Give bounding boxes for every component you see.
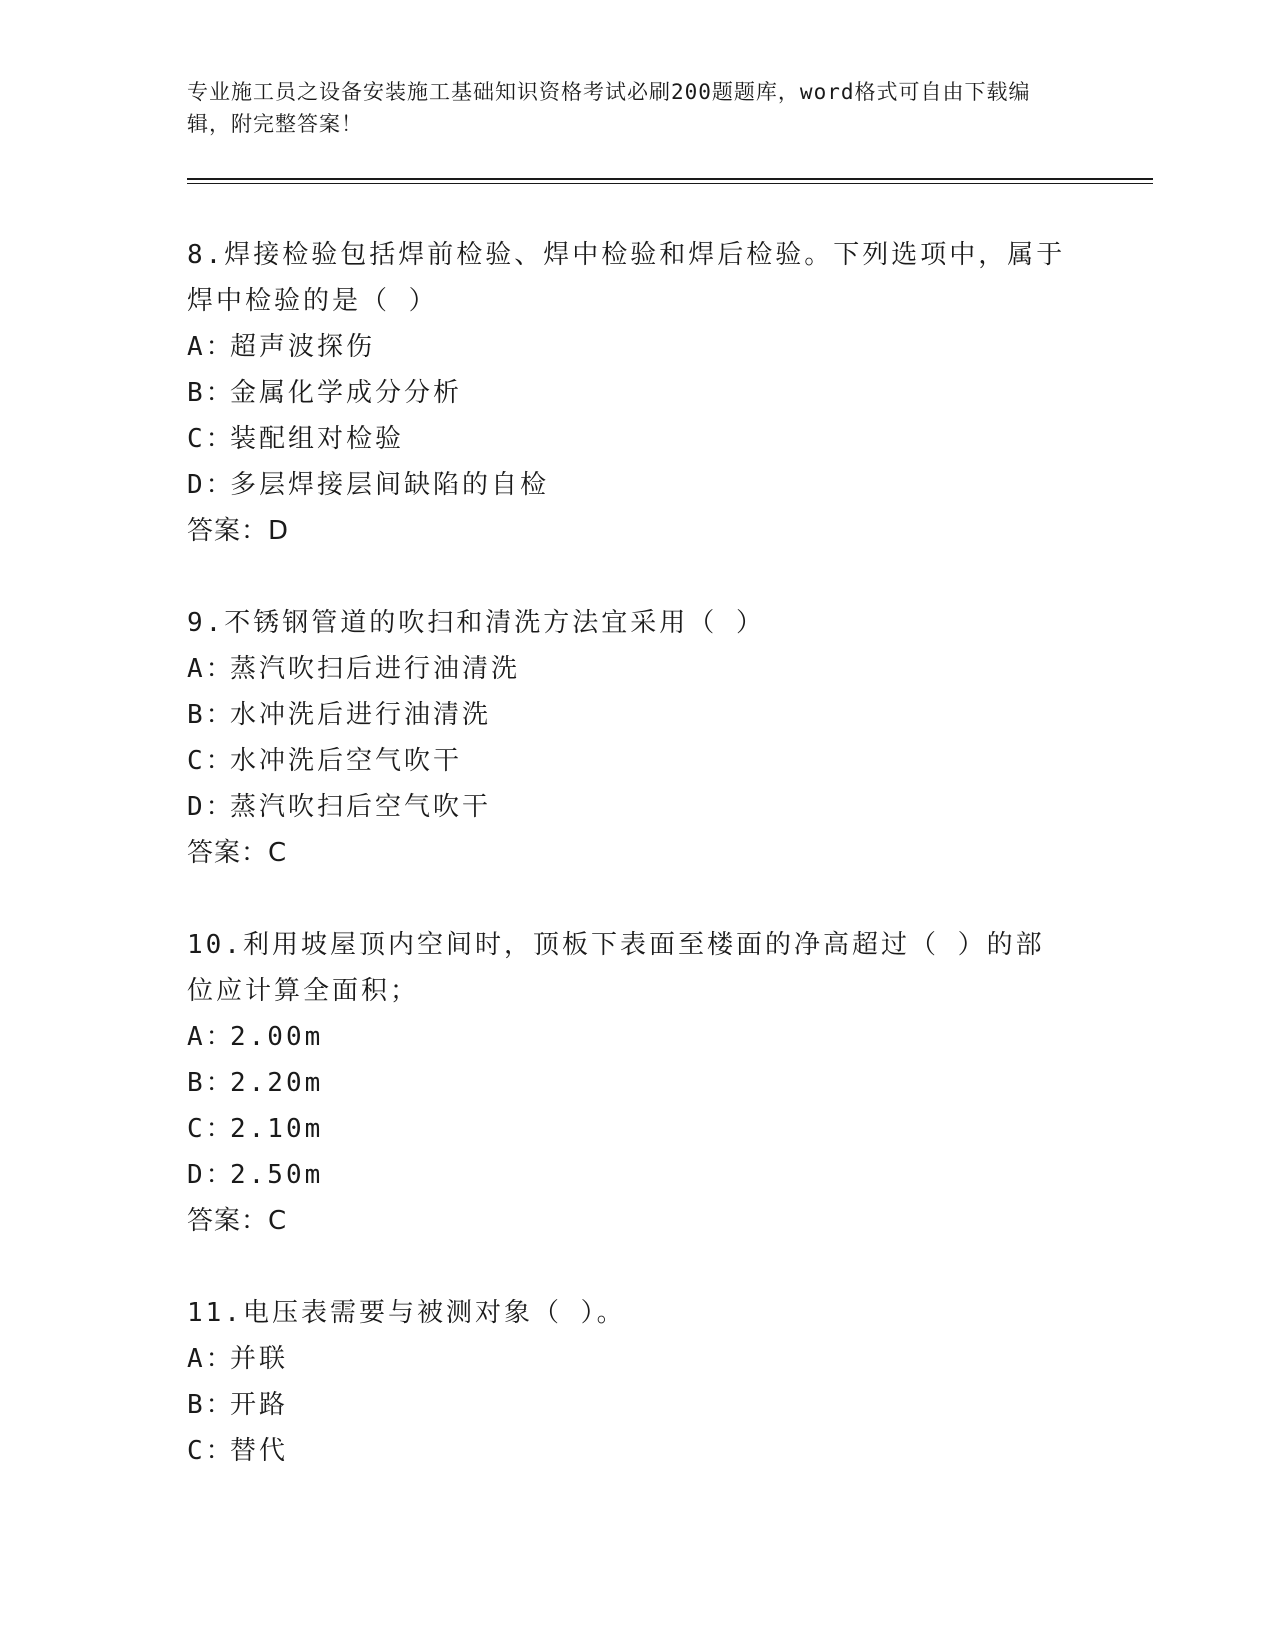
question-11 [187, 1290, 1067, 1474]
question-stem: 9.不锈钢管道的吹扫和清洗方法宜采用（ ） [187, 608, 765, 638]
header-divider-thick [187, 178, 1153, 180]
option-key: D： [187, 1160, 235, 1190]
option-text: 蒸汽吹扫后进行油清洗 [230, 654, 521, 684]
option-a [187, 646, 1067, 692]
option-key: B： [187, 1068, 235, 1098]
option-key: C： [187, 424, 235, 454]
option-text: 多层焊接层间缺陷的自检 [230, 470, 550, 500]
option-key: A： [187, 1344, 235, 1374]
option-key: A： [187, 654, 235, 684]
option-c [187, 1106, 1067, 1152]
option-c [187, 738, 1067, 784]
option-text: 2.10m [230, 1114, 324, 1144]
option-key: C： [187, 746, 235, 776]
question-stem: 8.焊接检验包括焊前检验、焊中检验和焊后检验。下列选项中，属于焊中检验的是（ ） [187, 240, 1066, 316]
question-list [187, 232, 1067, 1520]
option-text: 蒸汽吹扫后空气吹干 [230, 792, 492, 822]
option-b [187, 1060, 1067, 1106]
option-key: B： [187, 378, 235, 408]
option-key: C： [187, 1114, 235, 1144]
question-9 [187, 600, 1067, 876]
option-text: 水冲洗后进行油清洗 [230, 700, 492, 730]
option-text: 2.50m [230, 1160, 324, 1190]
option-text: 2.00m [230, 1022, 324, 1052]
option-text: 金属化学成分分析 [230, 378, 463, 408]
option-key: A： [187, 1022, 235, 1052]
option-a [187, 324, 1067, 370]
question-stem: 10.利用坡屋顶内空间时，顶板下表面至楼面的净高超过（ ）的部位应计算全面积； [187, 930, 1045, 1006]
question-stem: 11.电压表需要与被测对象（ ）。 [187, 1298, 626, 1328]
question-10 [187, 922, 1067, 1244]
option-d [187, 462, 1067, 508]
option-c [187, 1428, 1067, 1474]
option-key: A： [187, 332, 235, 362]
option-a [187, 1014, 1067, 1060]
document-header: 专业施工员之设备安装施工基础知识资格考试必刷200题题库，word格式可自由下载编辑，附完整答案！ [187, 80, 1031, 136]
option-c [187, 416, 1067, 462]
header-divider-thin [187, 183, 1153, 184]
option-b [187, 692, 1067, 738]
answer-line: 答案：C [187, 1206, 288, 1236]
option-b [187, 370, 1067, 416]
answer-line: 答案：C [187, 838, 288, 868]
option-a [187, 1336, 1067, 1382]
option-text: 开路 [230, 1390, 289, 1420]
option-d [187, 1152, 1067, 1198]
option-text: 装配组对检验 [230, 424, 405, 454]
option-b [187, 1382, 1067, 1428]
option-text: 水冲洗后空气吹干 [230, 746, 463, 776]
option-d [187, 784, 1067, 830]
option-key: B： [187, 700, 235, 730]
option-text: 2.20m [230, 1068, 324, 1098]
option-key: D： [187, 792, 235, 822]
question-8 [187, 232, 1067, 554]
option-key: D： [187, 470, 235, 500]
option-text: 替代 [230, 1436, 289, 1466]
answer-line: 答案：D [187, 516, 290, 546]
option-text: 并联 [230, 1344, 289, 1374]
option-key: C： [187, 1436, 235, 1466]
option-key: B： [187, 1390, 235, 1420]
option-text: 超声波探伤 [230, 332, 376, 362]
